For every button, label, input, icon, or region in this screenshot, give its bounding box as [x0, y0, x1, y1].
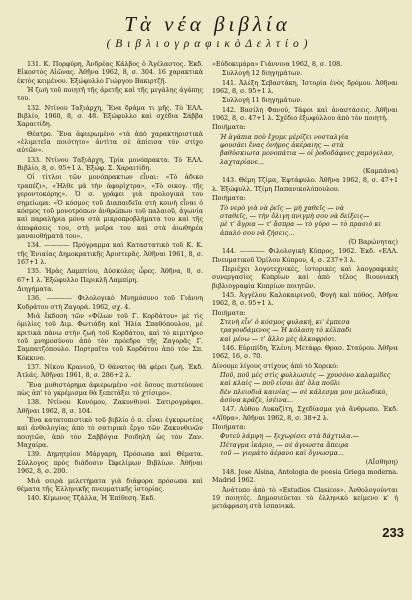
bibliography-entry: Ἕνα κατατοπιστικὸ τοῦ βιβλίο ὁ σ. εἶναι ἐγκυρωτέος καὶ ἀνθολογίας ἀπὸ τὸ σατιρικὸ ἔργο τῶν Ζακυνθινῶν ποιητῶν, ἀπὸ τὸν Σαββόγια Ροιδηλὴ ὡς τὸν Ζαν. Μαχαίρα. [17, 416, 203, 450]
bibliography-entry: Διηγήματα. [17, 284, 54, 293]
page-number: 233 [382, 525, 404, 540]
bibliography-entry: Ποιήματα: [212, 123, 246, 132]
bibliography-entry: «Εὐδοκιμάρα» Γιάννινα 1962, 8, σ. 108. [212, 60, 343, 68]
bibliography-entry: Περιέχει λογοτεχνικὲς, ἱστορικὲς καὶ λαογραφικὲς συνεργασίες Κυπρίων καὶ ἀπὸ τέλος 8ιουνιακὴ βιβλιογραφία Κυπρίων ποιητῶν. [212, 264, 398, 290]
page-header [17, 12, 398, 51]
poem-source: (Αἴσθηση) [365, 458, 398, 467]
bibliography-entry: Ποιήματα: [212, 308, 246, 317]
bibliography-entry: 139. Δημητρίου Μάργαρη, Πρόσωπα καὶ Θέματα. Σύλλογος πρὸς διάδοσιν Ὠφελίμων Βιβλίων. Ἀθῆναι 1962, 8, σ. 200. [17, 450, 203, 476]
bibliography-entry: 131. Κ. Πορφύρη, Ἀνδρέας Κάλβος ὁ Ἀγέλαστος. Ἐκδ. Εἰκοστός Αἰῶνας. Ἀθῆνα 1962, 8, σ. 304. 16 χαρακτικὰ ἐκτὸς κειμένου. Ἐξώφυλλο Γιώργου Βακιρτζῆ. [17, 60, 203, 85]
bibliography-entry: 135. Ἠρὰς Λαμπτίου, Δύσκολες ὧρες. Ἀθῆνα, 8, σ. 67+1 λ. Ἐξώφυλλο Περικλῆ Λαμπίρη. [17, 267, 203, 284]
bibliography-entry: 145. Ἀγγέλου Καλοκαιρινοῦ, Φυγὴ καὶ πόθος. Ἀθῆνα 1962, 8, σ. 95+1 λ. [212, 290, 398, 308]
page-title: Τὰ νέα βιβλία [124, 12, 291, 36]
bibliography-entry: 132. Ντίνου Ταξιάρχη, Ἕνα δράμα τι μῆς. Τὸ ἙΛΛ. Βιβλίο, 1960, 8, σ. 48. Ἐξώφυλλο καὶ σχέδια Σάββα Χαραιτίδη. [17, 103, 203, 129]
bibliography-entry: Συλλογὴ 12 διηγημάτων. [222, 69, 303, 78]
bibliography-entry: 148. Jose Alsina, Antologia de poesia Griega moderna. Madrid 1962. [212, 467, 398, 485]
bibliography-entry: Μιὰ ἔκδοση τῶν «Φίλων τοῦ Γ. Κορδάτου» μὲ τὶς ὁμιλίες τοῦ Διμ. Φωτιάδη καὶ Ἠλία Σπαθόπουλου, μὲ κριτικὰ πάνω στὴν ζωὴ τοῦ Κορδάτου, καὶ τὸ κιμιτήριο τοῦ μνημοσύνου ἀπὸ τὸν πρόεδρο τῆς Ζαγορᾶς Γ. Σαμπατζόπουλο. Πορτραῖτο τοῦ Κορδάτου ἀπὸ τὸν Σπ. Κόκκινο. [17, 311, 203, 362]
bibliography-entry: 144. ———— Φιλολογικὴ Κύπρος, 1962. Ἐκδ. «ΕΛΛ. Πνευματικοῦ Ὁμίλου Κύπρου, 4, σ. 237+3 λ. [212, 247, 398, 264]
bibliography-entry: Ποιήματα: [212, 194, 246, 203]
bibliography-entry: Συλλογὴ 11 διηγημάτων. [222, 96, 303, 105]
bibliography-entry: 143. Θέμη Τζίμα, Ἐφτάφυλο. Ἀθῆνα 1962, 8, σ. 47+1 λ. Ἐξώφυλλ. Τζίμη Παπανικολόπουλου. [212, 176, 398, 193]
columns [17, 60, 398, 512]
left-column [17, 60, 203, 512]
bibliography-entry: Θέατρο. Ἕνα ἀφιερωμένο «τὰ ἀπὸ χαρακτηριστικὰ «ἐλιμιτεῖα ποιότητο» ἀντὶτα σὲ ἀπίεισα τὸν στίχο αὐτῶν». [17, 129, 203, 155]
bibliography-entry: 142. Βασίλη Φανού, Τάφοι καὶ ἀναστάσεις. Ἀθῆναι 1962, 8, σ. 47+1 λ. Σχέδιο ἐξωφύλλου ἀπὸ τὸν ποιητή. [212, 105, 398, 123]
poem-excerpt: Στενὴ εἶν' ὁ κόσμος φυλακή, κι' ἐμπεσα τραγουδάμενος — Ἡ κόλαση τὸ κέλπαδι καὶ μένω — τ' ἄλλο μὲς ἀλκοφρόσι. [220, 317, 352, 343]
bibliography-entry: 134. ———— Πρόγραμμα καὶ Καταστατικὸ τοῦ Κ. Κ. τῆς Ἐνιαίας Δημοκρατικῆς Ἀριστερᾶς. Ἀθῆναι 1961, 8, σ. 167+1 λ. [17, 241, 203, 266]
bibliography-entry: 137. Νίκου Κρανιοῦ, Ὁ θάνατος θὰ φέρει ζωή. Ἐκδ. Ἀτλάς. Ἀθῆναι 1961, 8, σ. 286+2 λ. [17, 363, 203, 380]
bibliography-entry: Ἕνα μυθιστόρημα ἀφιερωμένο «σὲ ὅσους πιστεύουνε πὼς ἀπ' τὸ γκρέμισμα θὰ ξεπετάξει τὸ χτίσιμο». [17, 380, 203, 398]
poem-excerpt: Τὸ νερὸ γιὰ νὰ ῥεῖς — μὴ χαθεῖς — νὰ σταθεῖς, — τὴν ὄλιγη πνιγμὴ σου νὰ δείξεις— μὲ τ' ἄγρια — τ' ἄσπρα — τὸ γύρο — τὸ πρασιὸ κι ἀπαλὸ σου νὰ ζήσεις... [220, 203, 382, 237]
bibliography-entry: Ἡ ζωὴ τοῦ ποιητῆ τῆς ἀρετῆς καὶ τῆς μεγάλης ἀγάπης του. [17, 86, 203, 103]
bibliography-entry: 141. Ἀλέξη Σεβαστάκη, Ἱστορία ἑνὸς δρόμου. Ἀθῆναι 1962, 8, σ. 95+1 λ. [212, 78, 398, 96]
bibliography-entry: 146. Εὐριπίδη, Ἑλένη. Μετάφρ. Θρασ. Σταύρου. Ἀθῆνα 1962, 16, σ. 70. [212, 344, 398, 361]
bibliography-entry: 147. Αὐθου Λυκαζίτη, Σχεδίασμα γιὰ ἄνθρωπο. Ἐκδ. «Αἴθρα». Ἀθῆναι 1962, 8, σ. 38+2 λ. [212, 405, 398, 422]
page-subtitle: ( Β ι β λ ι ο γ ρ α φ ι κ ὸ Δ ε λ τ ί ο ) [106, 38, 309, 50]
bibliography-entry: Ἀνάτυπο ἀπὸ τὸ «Estudios Clasicos». Ἀνθολογούνται 19 ποιητές. Δημοσιεύεται τὸ ἑλληνικὸ κείμενο κ' ἡ μετάφραση στὰ ἱσπανικά. [212, 485, 398, 511]
bibliography-entry: Δίνουμε λίγους στίχους ἀπὸ τὸ Χορικό: [212, 361, 339, 370]
poem-excerpt: Φυτεύ λάμψη — ξεχωρίσει στὰ δάχτυλα.— Πέταγμα ἰκάριο, — σὲ ἀγνωστα ἄπειρα τοῦ — γιομάτο ἀέρανο καὶ ὄγνωσμα... [220, 432, 359, 458]
bibliography-entry: 138. Ντίνου Κονόμου, Ζακυνθινοὶ Σατιρογράφοι. Ἀθῆναι 1962, 8, σ. 104. [17, 398, 203, 415]
bibliography-entry: 133. Ντίνου Ταξιάρχη, Τρία μονόπρακτα. Τὸ ἙΛΛ. Βιβλίο, 8, σ. 95+1 λ. Ἐξώφ. Σ. Χαραιτίδη. [17, 155, 203, 173]
bibliography-entry: Ποιήματα: [212, 423, 246, 432]
poem-excerpt: Ποῦ, ποῦ μὲς στὶς φυλλωσιές — χρυσόνο καλαμίδες καὶ κλαίς — ποῦ εἶσαι ἀπ' ὅλα ποῦλι δὲν πλειοδιά καινίας — σὲ κάλεσμα μου μελωδικὸ, ἀσύνα κράζε, ἰσέινα... [220, 371, 391, 405]
right-column [212, 60, 398, 512]
poem-excerpt: Ἡ ἀγάπια ποὺ ἔχομε μέρίζει νοσταλγία φουσάει ἔνας ὁνήμος ἀκέραιης — στὰ βαθύσκιωτα μονοπάτια — οἱ ῥοδοδάφνες χαμόγελαν, λαχταρίανε... [220, 132, 394, 166]
bibliography-entry: 136. ———— Φιλολογικὸ Μνημόσυνο τοῦ Γιάννη Κοδράτου στὴ Ζαγορά. 1962, σχ. 4. [17, 294, 203, 311]
poem-source: (Ὁ Βαρώνητας) [348, 237, 398, 246]
poem-source: (Καμπάνα) [363, 167, 398, 176]
bibliography-entry: 140. Κίμωνος Τζάλλα, Ἡ Ἐπίθεση. Ἐκδ. [27, 494, 156, 503]
bibliography-entry: Μιὰ σειρὰ μελετήματα γιὰ διάφορα πρόσωπα καὶ θέματα τῆς Ἑλληνικῆς πνευματικῆς ἱστορίας. [17, 476, 203, 493]
bibliography-entry: Οἱ τίτλοι τῶν μονόπρακτων εἶναι: «Τὸ ἀδικο τραπέζι», «Ἠλθε μὰ τὴν ἀφορίχτρα», «Τὸ οικογ. τῆς γεροντοκόρης». Ὁ σ. γράφει γιὰ προλογικά του σημείωμα: «Ὁ κόσμος τοῦ Διαπαιδεῖα στὴ κοινὴ εἶναι ὁ κόσμος τοῦ μονοτρόπων ἀνθρώπων τοῦ παλαιοῦ, ἀγωνία καὶ παραλήρια μόνα στὰ μικροπροβλήματα του καὶ τῆς ἀποφάσεις του, στὴ μοῖρα του καὶ στὰ ἀιωθηρέα μαναιοθήματά του». [17, 173, 203, 240]
